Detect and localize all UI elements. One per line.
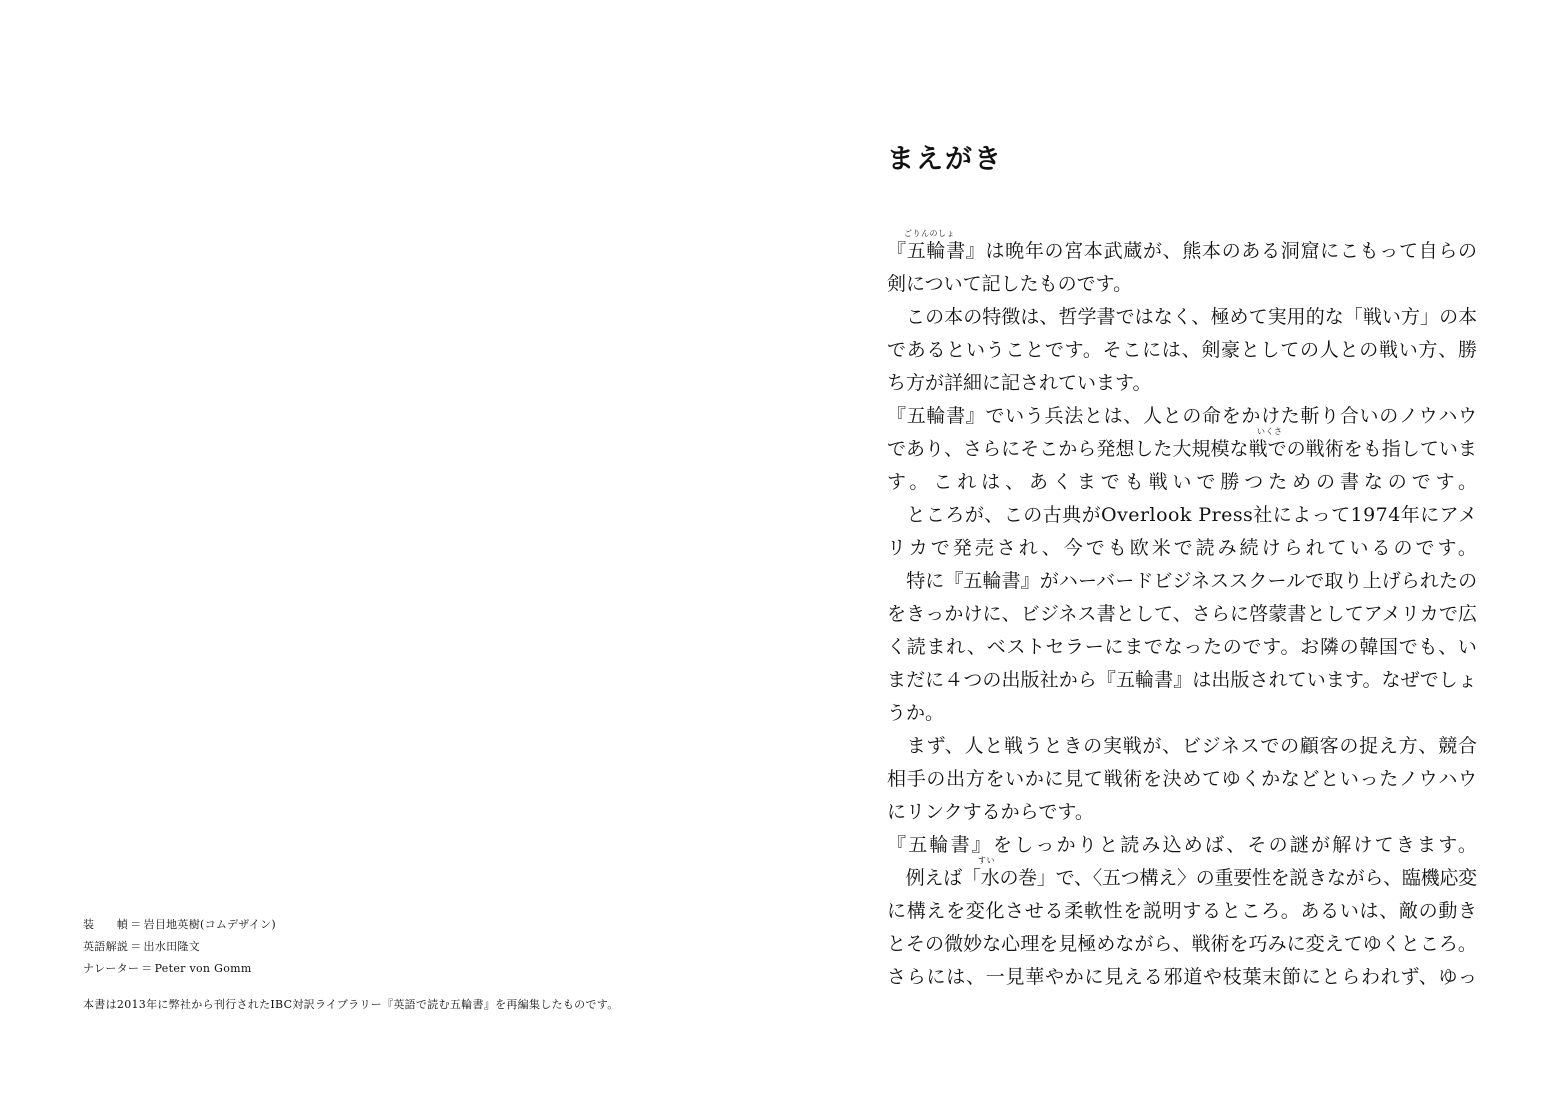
credit-separator: ＝	[130, 918, 142, 931]
credit-separator: ＝	[141, 962, 153, 975]
text-line-content: であり、さらにそこから発想した大規模な戦での戦術をも指していま	[887, 438, 1477, 460]
text-line: ところが、この古典がOverlook Press社によって1974年にアメ	[887, 504, 1478, 526]
credit-role: 装 幀	[83, 918, 129, 931]
text-line: この本の特徴は、哲学書ではなく、極めて実用的な「戦い方」の本	[887, 306, 1478, 328]
text-line: 『五輪書』をしっかりと読み込めば、その謎が解けてきます。	[887, 834, 1480, 856]
text-line: 『五輪書』でいう兵法とは、人との命をかけた斬り合いのノウハウ	[887, 405, 1478, 427]
text-line: とその微妙な心理を見極めながら、戦術を巧みに変えてゆくところ。	[887, 933, 1477, 955]
colophon	[83, 914, 703, 1016]
credit-value: 出水田隆文	[143, 940, 201, 953]
text-line: 剣について記したものです。	[887, 273, 1133, 295]
ruby-sui: すい	[978, 856, 995, 865]
text-line: さらには、一見華やかに見える邪道や枝葉末節にとらわれず、ゆっ	[887, 966, 1478, 988]
credit-english-commentary	[83, 936, 703, 958]
credit-binding	[83, 914, 703, 936]
text-line: す。これは、あくまでも戦いで勝つための書なのです。	[887, 471, 1482, 493]
ruby-ikusa: いくさ	[1257, 427, 1283, 436]
credit-value: Peter von Gomm	[154, 962, 252, 975]
page-title: まえがき	[887, 144, 1003, 175]
text-line: く読まれ、ベストセラーにまでなったのです。お隣の韓国でも、い	[887, 636, 1478, 658]
text-line: であるということです。そこには、剣豪としての人との戦い方、勝	[887, 339, 1478, 361]
text-line-content: 例えば「水の巻」で、〈五つ構え〉の重要性を説きながら、臨機応変	[887, 867, 1477, 889]
edition-note: 本書は2013年に弊社から刊行されたIBC対訳ライブラリー『英語で読む五輪書』を再編集したものです。	[83, 998, 619, 1011]
credit-role: 英語解説	[83, 940, 129, 953]
text-line: ち方が詳細に記されています。	[887, 372, 1152, 394]
text-line: 相手の出方をいかに見て戦術を決めてゆくかなどといったノウハウ	[887, 768, 1478, 790]
text-line	[887, 427, 1477, 460]
text-line: リカで発売され、今でも欧米で読み続けられているのです。	[887, 537, 1480, 559]
text-line: 特に『五輪書』がハーバードビジネススクールで取り上げられたの	[887, 570, 1478, 592]
text-line: をきっかけに、ビジネス書として、さらに啓蒙書としてアメリカで広	[887, 603, 1478, 625]
text-line: うか。	[887, 702, 945, 724]
text-line: に構えを変化させる柔軟性を説明するところ。あるいは、敵の動き	[887, 900, 1478, 922]
text-line-content: 『五輪書』は晩年の宮本武蔵が、熊本のある洞窟にこもって自らの	[887, 240, 1478, 262]
ruby-gorin: ごりんのしょ	[904, 229, 955, 238]
text-line: まず、人と戦うときの実戦が、ビジネスでの顧客の捉え方、競合	[887, 735, 1478, 757]
credit-value: 岩目地英樹(コムデザイン)	[143, 918, 277, 931]
credit-separator: ＝	[130, 940, 142, 953]
preface-body	[887, 229, 1482, 988]
credit-role: ナレーター	[83, 962, 140, 975]
text-line	[887, 229, 1477, 262]
text-line: まだに４つの出版社から『五輪書』は出版されています。なぜでしょ	[887, 669, 1477, 691]
text-line	[887, 856, 1477, 889]
text-line: にリンクするからです。	[887, 801, 1094, 823]
credit-narrator	[83, 958, 703, 980]
